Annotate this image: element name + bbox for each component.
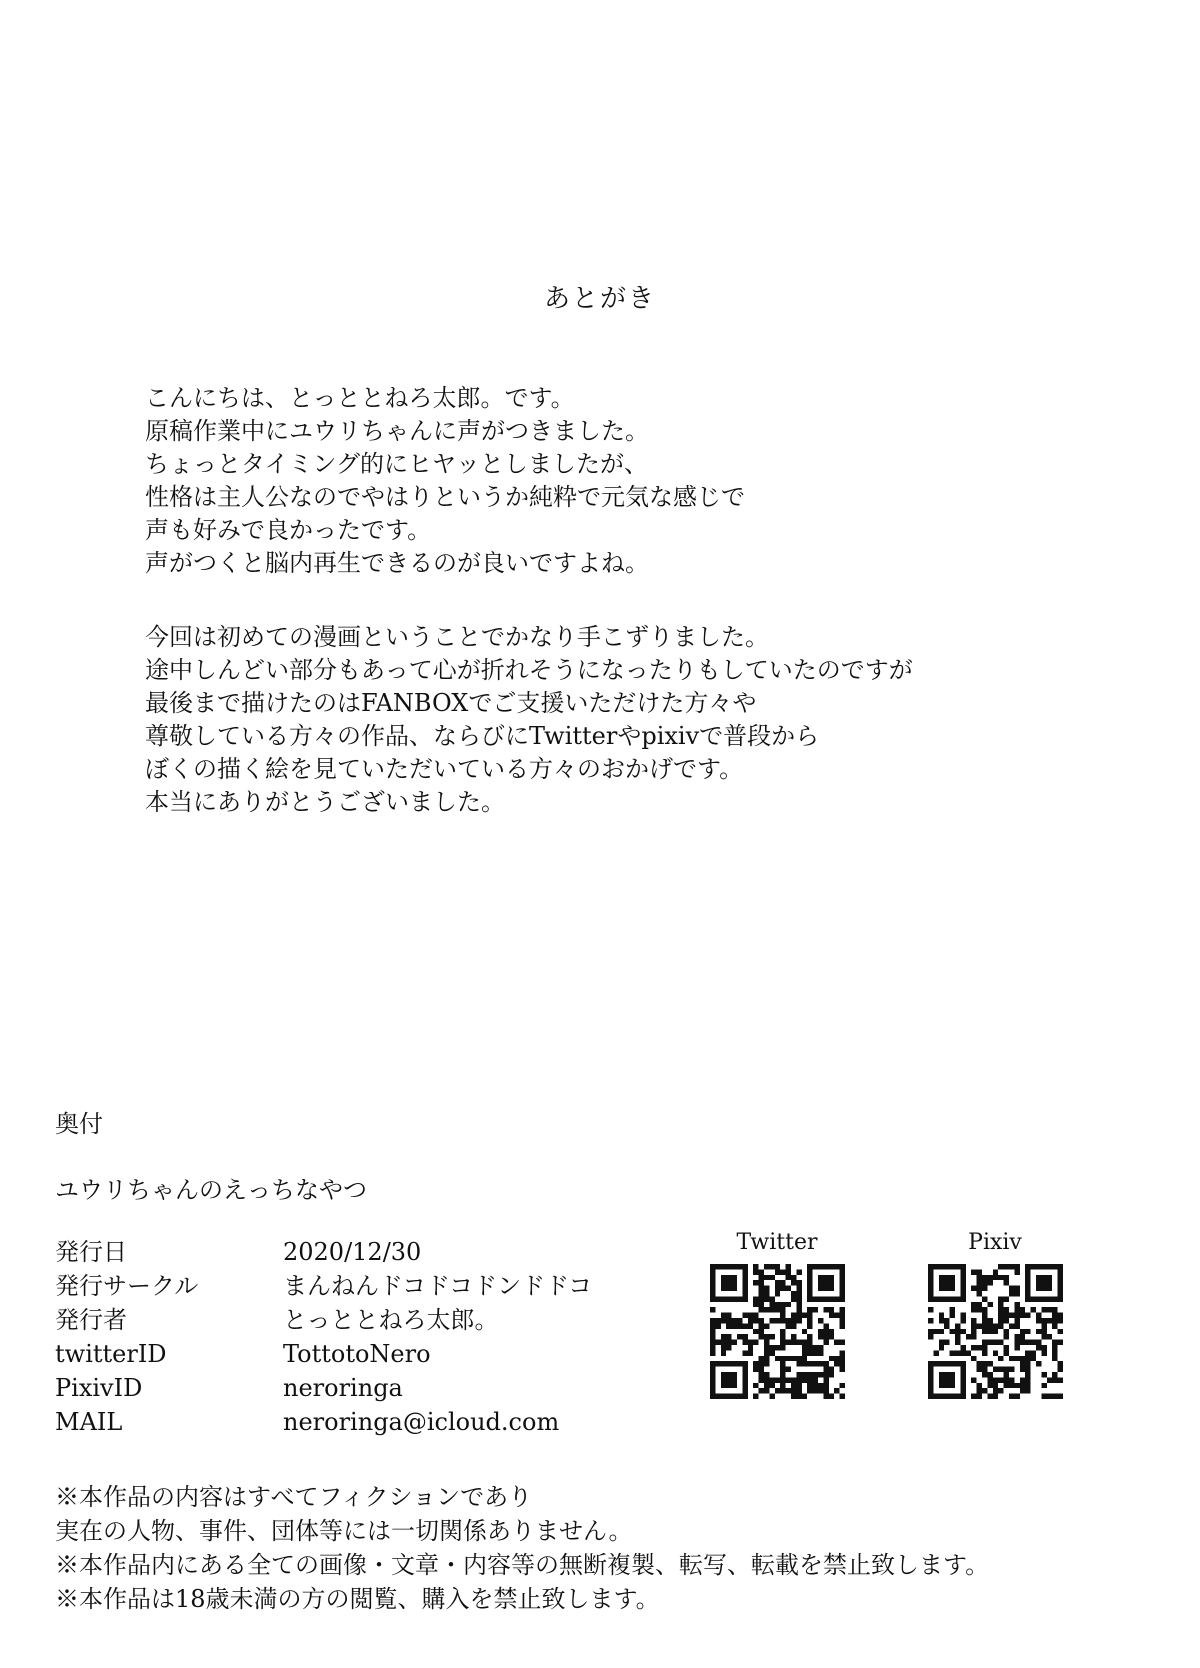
text-line: 最後まで描けたのはFANBOXでご支援いただけた方々や	[145, 689, 757, 717]
info-label: 発行サークル	[55, 1272, 199, 1300]
note-line: ※本作品は18歳未満の方の閲覧、購入を禁止致します。	[55, 1585, 660, 1613]
info-row	[55, 1269, 592, 1303]
text-line: 声も好みで良かったです。	[145, 516, 432, 544]
text-line: こんにちは、とっととねろ太郎。です。	[145, 384, 575, 412]
pixiv-qr-block	[925, 1228, 1065, 1399]
info-row	[55, 1371, 592, 1405]
colophon-heading: 奥付	[55, 1110, 103, 1138]
info-label: 発行日	[55, 1238, 127, 1266]
note-line: ※本作品の内容はすべてフィクションであり	[55, 1483, 533, 1511]
text-line: 性格は主人公なのでやはりというか純粋で元気な感じで	[145, 483, 745, 511]
work-title: ユウリちゃんのえっちなやつ	[55, 1176, 367, 1204]
note-line: 実在の人物、事件、団体等には一切関係ありません。	[55, 1517, 633, 1545]
info-value: まんねんドコドコドンドドコ	[283, 1272, 593, 1300]
colophon-info-table	[55, 1235, 592, 1439]
text-line: ぼくの描く絵を見ていただいている方々のおかげです。	[145, 755, 744, 783]
info-value: TottotoNero	[283, 1340, 431, 1368]
info-value: neroringa	[283, 1374, 403, 1402]
text-line: 声がつくと脳内再生できるのが良いですよね。	[145, 549, 649, 577]
note-line: ※本作品内にある全ての画像・文章・内容等の無断複製、転写、転載を禁止致します。	[55, 1551, 990, 1579]
info-row	[55, 1405, 592, 1439]
info-label: MAIL	[55, 1408, 123, 1436]
qr-code-icon	[928, 1264, 1063, 1399]
afterword-paragraph-2	[145, 621, 913, 819]
info-label: twitterID	[55, 1340, 167, 1368]
info-row	[55, 1303, 592, 1337]
afterword-title: あとがき	[543, 284, 656, 314]
text-line: ちょっとタイミング的にヒヤッとしましたが、	[145, 450, 649, 478]
pixiv-qr-label: Pixiv	[968, 1230, 1022, 1255]
info-value: 2020/12/30	[283, 1238, 422, 1266]
disclaimer-notes	[55, 1480, 989, 1616]
twitter-qr-label: Twitter	[736, 1230, 818, 1255]
text-line: 今回は初めての漫画ということでかなり手こずりました。	[145, 623, 769, 651]
info-row	[55, 1235, 592, 1269]
text-line: 本当にありがとうございました。	[145, 788, 505, 816]
text-line: 途中しんどい部分もあって心が折れそうになったりもしていたのですが	[145, 656, 913, 684]
info-value: neroringa@icloud.com	[283, 1408, 560, 1436]
info-row	[55, 1337, 592, 1371]
twitter-qr-block	[707, 1228, 847, 1399]
text-line: 原稿作業中にユウリちゃんに声がつきました。	[145, 417, 649, 445]
qr-code-icon	[710, 1264, 845, 1399]
info-label: PixivID	[55, 1374, 143, 1402]
text-line: 尊敬している方々の作品、ならびにTwitterやpixivで普段から	[145, 722, 820, 750]
afterword-paragraph-1	[145, 382, 745, 580]
info-value: とっととねろ太郎。	[283, 1306, 499, 1334]
info-label: 発行者	[55, 1306, 127, 1334]
